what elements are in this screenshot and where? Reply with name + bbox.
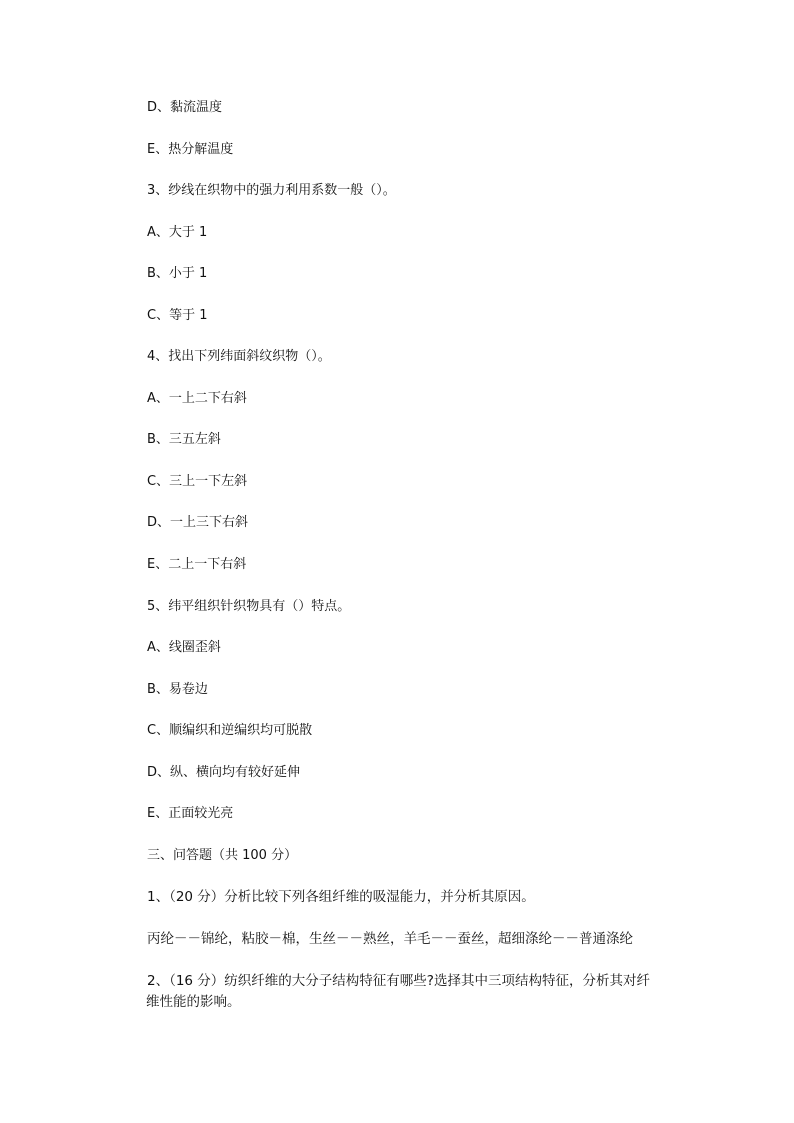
qa-question-2 bbox=[147, 971, 687, 1013]
option-e-decomposition-temp: E、热分解温度 bbox=[147, 142, 234, 157]
q5-option-a: A、线圈歪斜 bbox=[147, 640, 221, 655]
q4-option-c: C、三上一下左斜 bbox=[147, 474, 248, 489]
section-heading-qa: 三、问答题（共 100 分） bbox=[147, 848, 298, 863]
q4-option-a: A、一上二下右斜 bbox=[147, 391, 247, 406]
q5-option-b: B、易卷边 bbox=[147, 682, 208, 697]
qa-question-1-fibers: 丙纶－－锦纶，粘胶－棉，生丝－－熟丝，羊毛－－蚕丝，超细涤纶－－普通涤纶 bbox=[147, 931, 633, 947]
q3-option-a: A、大于 1 bbox=[147, 225, 208, 240]
q5-option-d: D、纵、横向均有较好延伸 bbox=[147, 765, 301, 780]
q3-option-c: C、等于 1 bbox=[147, 308, 208, 323]
q4-option-e: E、二上一下右斜 bbox=[147, 557, 247, 572]
q5-option-c: C、顺编织和逆编织均可脱散 bbox=[147, 723, 313, 738]
qa-question-2-line1: 2、（16 分）纺织纤维的大分子结构特征有哪些?选择其中三项结构特征，分析其对纤 bbox=[147, 973, 650, 989]
q4-option-b: B、三五左斜 bbox=[147, 432, 221, 447]
q4-option-d: D、一上三下右斜 bbox=[147, 515, 249, 530]
option-d-viscous-flow-temp: D、黏流温度 bbox=[147, 100, 223, 115]
q3-option-b: B、小于 1 bbox=[147, 266, 208, 281]
question-3: 3、纱线在织物中的强力利用系数一般（）。 bbox=[147, 183, 396, 198]
question-5: 5、纬平组织针织物具有（）特点。 bbox=[147, 599, 351, 614]
qa-question-1: 1、（20 分）分析比较下列各组纤维的吸湿能力，并分析其原因。 bbox=[147, 889, 535, 905]
q5-option-e: E、正面较光亮 bbox=[147, 806, 234, 821]
question-4: 4、找出下列纬面斜纹织物（）。 bbox=[147, 349, 331, 364]
qa-question-2-line2: 维性能的影响。 bbox=[146, 994, 241, 1010]
